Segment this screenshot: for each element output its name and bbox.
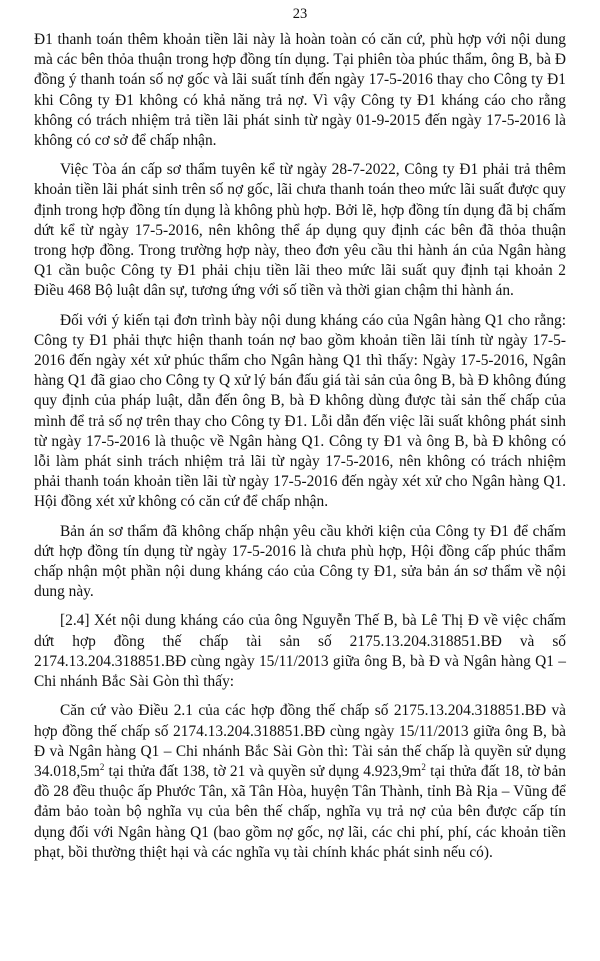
paragraph-section-2-4: [2.4] Xét nội dung kháng cáo của ông Nguyễn Thế B, bà Lê Thị Đ về việc chấm dứt hợp đồng thế chấp tài sản số 2175.13.204.318851.BĐ và số 2174.13.204.318851.BĐ cùng ngày 15/11/2013 giữa ông B, bà Đ và Ngân hàng Q1 – Chi nhánh Bắc Sài Gòn thì thấy: bbox=[34, 612, 566, 691]
mortgage-text-part-3: tại thửa đất 18, tờ bản đồ 28 đều thuộc ấp Phước Tân, xã Tân Hòa, huyện Tân Thành, tỉnh Bà Rịa – Vũng để đảm bảo toàn bộ nghĩa vụ của bên thế chấp, nghĩa vụ trả nợ của bên được cấp tín dụng đối với Ngân hàng Q1 (bao gồm nợ gốc, nợ lãi, các chi phí, phí, các khoản tiền phạt, bồi thường thiệt hại và các nghĩa vụ tài chính khác phát sinh nếu có). bbox=[34, 762, 566, 861]
paragraph-mortgage-contract bbox=[34, 701, 566, 863]
superscript-squared-1: 2 bbox=[99, 761, 105, 772]
superscript-squared-2: 2 bbox=[421, 761, 426, 772]
mortgage-text-part-2: tại thửa đất 138, tờ 21 và quyền sử dụng 4.923,9m bbox=[104, 762, 422, 780]
paragraph-bank-appeal: Đối với ý kiến tại đơn trình bày nội dung kháng cáo của Ngân hàng Q1 cho rằng: Công ty Đ1 phải thực hiện thanh toán nợ bao gồm khoản tiền lãi tính từ ngày 17-5-2016 đến ngày xét xử phúc thẩm cho Ngân hàng Q1 thì thấy: Ngày 17-5-2016, Ngân hàng Q1 đã giao cho Công ty Q xử lý bán đấu giá tài sản của ông B, bà Đ không đúng quy định của pháp luật, dẫn đến ông B, bà Đ không dùng được tài sản thế chấp của mình để trả số nợ trên thay cho Công ty Đ1. Lỗi dẫn đến việc lãi suất không phát sinh từ ngày 17-5-2016 là thuộc về Ngân hàng Q1. Công ty Đ1 và ông B, bà Đ không có lỗi làm phát sinh trách nhiệm trả lãi từ ngày 17-5-2016, nên không có trách nhiệm phải thanh toán khoản tiền lãi từ ngày 17-5-2016 đến ngày xét xử cho Ngân hàng Q1. Hội đồng xét xử không có căn cứ để chấp nhận. bbox=[34, 311, 566, 511]
page-number: 23 bbox=[292, 6, 308, 22]
paragraph-first-instance-ruling: Bản án sơ thẩm đã không chấp nhận yêu cầu khởi kiện của Công ty Đ1 để chấm dứt hợp đồng tín dụng từ ngày 17-5-2016 là chưa phù hợp, Hội đồng cấp phúc thẩm chấp nhận một phần nội dung kháng cáo của Công ty Đ1, sửa bản án sơ thẩm về nội dung này. bbox=[34, 522, 566, 601]
paragraph-continuation: Đ1 thanh toán thêm khoản tiền lãi này là hoàn toàn có căn cứ, phù hợp với nội dung mà các bên thỏa thuận trong hợp đồng tín dụng. Tại phiên tòa phúc thẩm, ông B, bà Đ đồng ý thanh toán số nợ gốc và lãi suất tính đến ngày 17-5-2016 thay cho Công ty Đ1 khi Công ty Đ1 không có khả năng trả nợ. Vì vậy Công ty Đ1 kháng cáo cho rằng không có trách nhiệm trả tiền lãi phát sinh từ ngày 01-9-2015 đến ngày 17-5-2016 là không có cơ sở để chấp nhận. bbox=[34, 31, 566, 150]
paragraph-late-interest: Việc Tòa án cấp sơ thẩm tuyên kể từ ngày 28-7-2022, Công ty Đ1 phải trả thêm khoản tiền lãi phát sinh trên số nợ gốc, lãi chưa thanh toán theo mức lãi suất được quy định trong hợp đồng tín dụng là không phù hợp. Bởi lẽ, hợp đồng tín dụng đã bị chấm dứt kể từ ngày 17-5-2016, nên không thể áp dụng quy định các bên đã thỏa thuận trong hợp đồng. Trong trường hợp này, theo đơn yêu cầu thi hành án của Ngân hàng Q1 cần buộc Công ty Đ1 phải chịu tiền lãi theo mức lãi suất quy định tại khoản 2 Điều 468 Bộ luật dân sự, tương ứng với số tiền và thời gian chậm thi hành án. bbox=[34, 161, 566, 300]
mortgage-text-part-1: Căn cứ vào Điều 2.1 của các hợp đồng thế chấp số 2175.13.204.318851.BĐ và hợp đồng thế chấp số 2174.13.204.318851.BĐ cùng ngày 15/11/2013 giữa ông B, bà Đ và Ngân hàng Q1 – Chi nhánh Bắc Sài Gòn thì: Tài sản thế chấp là quyền sử dụng 34.018,5m bbox=[34, 702, 566, 780]
document-body bbox=[34, 30, 566, 872]
